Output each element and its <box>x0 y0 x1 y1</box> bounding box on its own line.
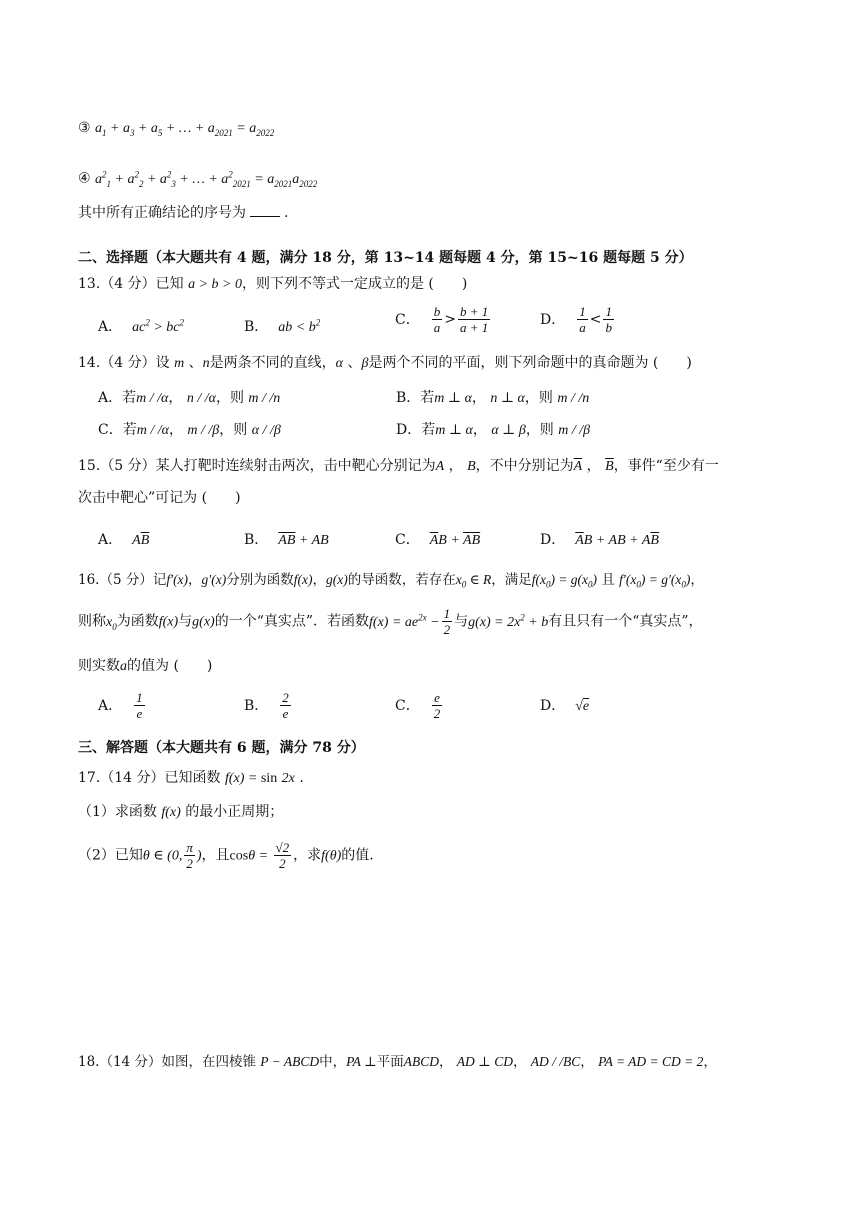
q16-l1b: 分别为函数 <box>226 572 294 588</box>
q16-stem-line2: 则称$x_0$为函数f(x)与g(x)的一个“真实点”．若函数$f(x) = ae^{2x}$ − $\frac{1}{2}$ 与$g(x) = 2x^2 + b$有且只有一个“真实点”， <box>78 606 703 637</box>
q17-part2: （2）已知θ ∈ (0, $\frac{\pi}{2}$ )，且cosθ = $\frac{√2}{2}$ ，求f(θ)的值. <box>78 840 374 871</box>
answer-blank[interactable] <box>250 204 280 217</box>
q15-stem-line1: 15.（5 分）某人打靶时连续射击两次，击中靶心分别记为A ， B，不中分别记为$\overline{A}$ ， $\overline{B}$，事件“至少有一 <box>78 458 719 474</box>
q16-l2c: 与 <box>178 613 193 630</box>
q14-stem-tail: 是两个不同的平面，则下列命题中的真命题为 ( ) <box>368 355 692 371</box>
item-3-formula: $a_1 + a_3 + a_5$ + … + $a_{2021} = a_{2022}$ <box>95 121 275 138</box>
option-letter: A． <box>98 697 123 714</box>
option-letter: B． <box>244 532 269 548</box>
option-letter: B． <box>244 318 269 335</box>
q15-line1-text: 15.（5 分）某人打靶时连续射击两次，击中靶心分别记为 <box>78 458 436 474</box>
q16-l1e: 且 <box>601 572 615 588</box>
section-3-title: 三、解答题（本大题共有 6 题，满分 78 分） <box>78 740 365 756</box>
q16-l1c: 的导函数，若存在 <box>347 572 456 588</box>
item-3-marker: ③ <box>78 120 91 136</box>
q13-option-d[interactable]: D． $\frac{1}{a}$ < $\frac{1}{b}$ <box>540 304 612 335</box>
item-4-marker: ④ <box>78 170 91 187</box>
q16-l2d: 的一个“真实点”．若函数 <box>214 613 370 630</box>
q15-line1-tail: ，事件“至少有一 <box>613 458 719 474</box>
option-letter: D．若 <box>396 422 436 438</box>
item-3 <box>78 118 274 143</box>
q16-l3: 则实数 <box>78 658 120 674</box>
q16-stem-line1: 16.（5 分）记f′(x)，g′(x)分别为函数f(x)，g(x)的导函数，若存在$x_0$ ∈ R，满足$f(x_0) = g(x_0)$ 且 $f'(x_0) = g'(x_0)$， <box>78 572 704 590</box>
q17-p2-tail: 的值. <box>341 847 374 864</box>
q16-l2b: 为函数 <box>116 613 159 630</box>
fill-blank-line <box>78 203 288 223</box>
q13-stem-text: 13.（4 分）已知 <box>78 276 184 292</box>
fill-end: . <box>284 205 289 221</box>
q16-l1d: ，满足 <box>491 572 532 588</box>
q16-l2e: 与 <box>454 613 469 630</box>
q18-c: ， <box>438 1054 453 1070</box>
q17-p1-tail: 的最小正周期； <box>185 804 284 820</box>
option-letter: B． <box>244 697 269 714</box>
q13-stem <box>78 274 467 295</box>
q17-part1: （1）求函数 f(x) 的最小正周期； <box>78 804 284 820</box>
item-4 <box>78 164 317 193</box>
item-4-formula: $a^2_1 + a^2_2 + a^2_3$ + … + $a^2_{2021} = a_{2021}a_{2022}$ <box>95 169 318 189</box>
q17-p2-text: （2）已知 <box>78 847 143 864</box>
q18-stem-text: 18.（14 分）如图，在四棱锥 <box>78 1054 256 1070</box>
q14-stem-mid: 是两条不同的直线， <box>209 355 336 371</box>
option-letter: A． <box>98 318 123 335</box>
q15-option-c[interactable]: C． $\overline{A}B + \overline{AB}$ <box>395 532 481 548</box>
q16-l2f: 有且只有一个“真实点”， <box>548 613 703 630</box>
option-letter: D． <box>540 311 566 328</box>
q16-option-c[interactable]: C． $\frac{e}{2}$ <box>395 690 441 721</box>
q18-a: 中， <box>319 1054 347 1070</box>
q17-stem-text: 17.（14 分）已知函数 <box>78 770 221 786</box>
option-letter: D． <box>540 698 566 714</box>
q17-stem: 17.（14 分）已知函数 f(x) = sin 2x . <box>78 770 304 786</box>
option-letter: B．若 <box>396 390 435 406</box>
q17-p1-text: （1）求函数 <box>78 804 157 820</box>
q16-l2a: 则称 <box>78 613 106 630</box>
q17-p2-mid2: ，求 <box>293 847 322 864</box>
option-letter: C． <box>395 311 420 328</box>
fill-prompt: 其中所有正确结论的序号为 <box>78 205 246 221</box>
q15-stem-line2: 次击中靶心”可记为 ( ) <box>78 490 241 506</box>
q16-l3-tail: 的值为 ( ) <box>127 658 213 674</box>
q13-option-c[interactable]: C． $\frac{b}{a}$ > $\frac{b + 1}{a + 1}$ <box>395 304 489 335</box>
q18-b: 平面 <box>376 1054 404 1070</box>
q17-p2-mid: ，且 <box>201 847 230 864</box>
q15-option-d[interactable]: D． $\overline{A}B$ + AB + $A\overline{B}$ <box>540 532 659 548</box>
option-letter: D． <box>540 532 566 548</box>
option-letter: C．若 <box>98 422 137 438</box>
q16-option-b[interactable]: B． $\frac{2}{e}$ <box>244 690 289 721</box>
q14-stem-text: 14.（4 分）设 <box>78 355 170 371</box>
q16-l1a: 16.（5 分）记 <box>78 572 167 588</box>
q18-stem: 18.（14 分）如图，在四棱锥 P − ABCD中，PA ⊥平面ABCD， AD ⊥ CD， AD / /BC， PA = AD = CD = 2， <box>78 1054 717 1070</box>
q16-option-d[interactable]: D． √e <box>540 698 590 714</box>
q14-option-d[interactable]: D．若m ⊥ α， α ⊥ β，则 m / /β <box>396 422 591 438</box>
q16-stem-line3: 则实数a的值为 ( ) <box>78 658 213 674</box>
q14-option-c[interactable]: C．若m / /α， m / /β，则 α / /β <box>98 422 281 438</box>
q13-option-a[interactable]: A． $ac^2 > bc^2$ <box>98 317 185 335</box>
q13-condition: a > b > 0 <box>188 277 242 292</box>
q14-option-a[interactable]: A．若m / /α， n / /α，则 m / /n <box>98 390 281 406</box>
q13-option-b[interactable]: B． ab < $b^2$ <box>244 317 321 335</box>
section-2-title: 二、选择题（本大题共有 4 题，满分 18 分，第 13~14 题每题 4 分，第 15~16 题每题 5 分） <box>78 250 693 266</box>
option-letter: A．若 <box>98 390 137 406</box>
q14-option-b[interactable]: B．若m ⊥ α， n ⊥ α，则 m / /n <box>396 390 590 406</box>
q13-stem-tail: ，则下列不等式一定成立的是 ( ) <box>241 276 468 292</box>
option-letter: A． <box>98 532 123 548</box>
q14-stem: 14.（4 分）设 m 、n是两条不同的直线，α 、β是两个不同的平面，则下列命题中的真命题为 ( ) <box>78 355 692 371</box>
q16-option-a[interactable]: A． $\frac{1}{e}$ <box>98 690 143 721</box>
option-letter: C． <box>395 697 420 714</box>
q15-option-b[interactable]: B． $\overline{AB}$ + AB <box>244 532 329 548</box>
option-letter: C． <box>395 532 420 548</box>
q15-option-a[interactable]: A． $A\overline{B}$ <box>98 532 150 548</box>
q15-line1-mid: ，不中分别记为 <box>475 458 574 474</box>
